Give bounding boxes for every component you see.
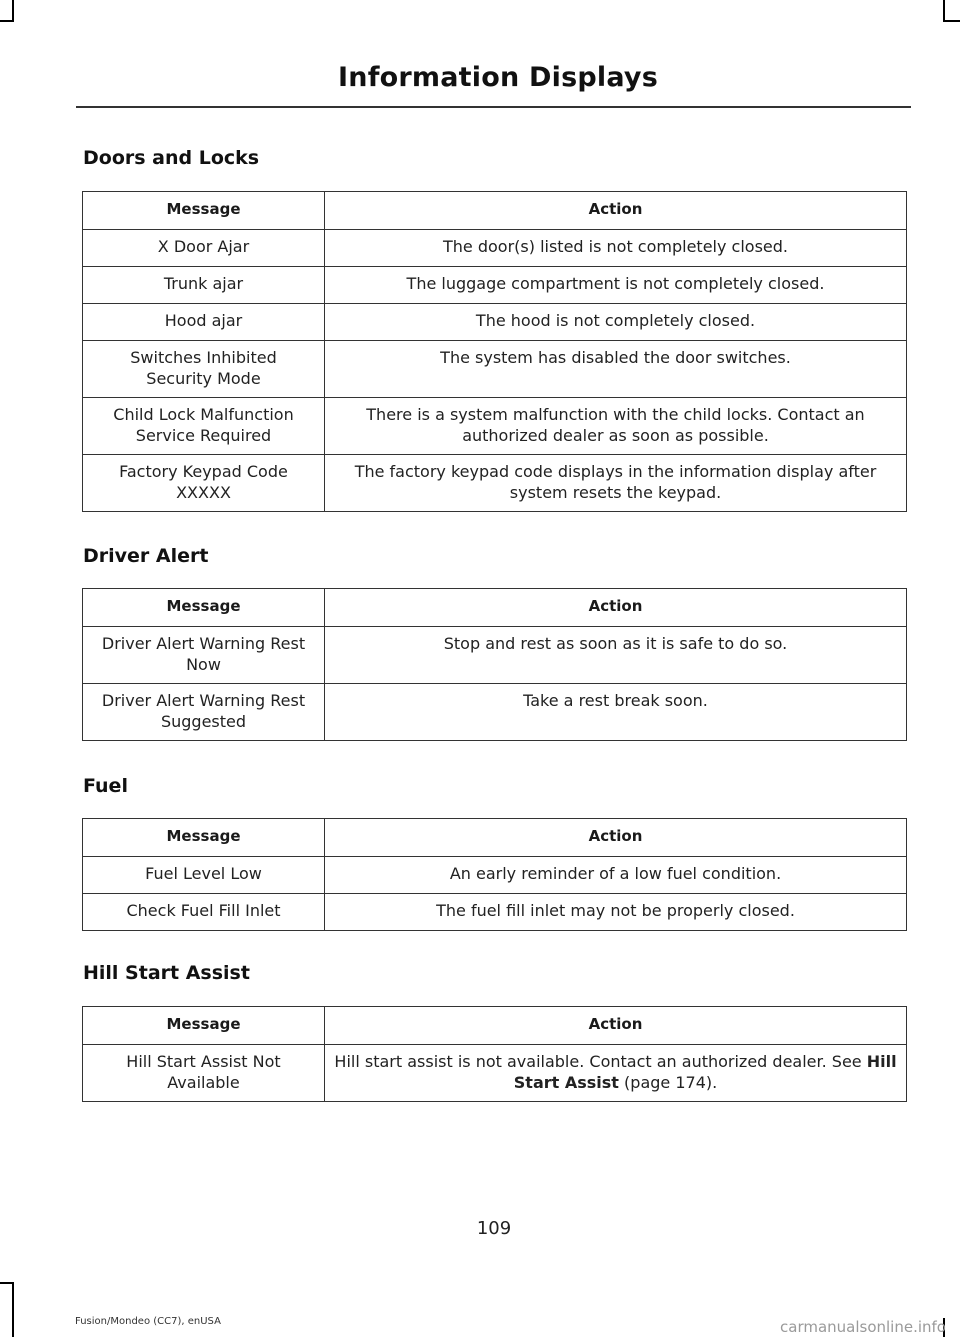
column-header-action: Action xyxy=(325,819,907,857)
page-reference: (page 174). xyxy=(624,1073,718,1092)
column-header-action: Action xyxy=(325,192,907,230)
message-cell: Hood ajar xyxy=(83,304,325,341)
table-row xyxy=(83,894,907,931)
page-number: 109 xyxy=(476,1218,512,1239)
message-cell: Driver Alert Warning Rest Suggested xyxy=(83,684,325,741)
cross-reference-link[interactable]: Hill Start Assist xyxy=(513,1052,897,1092)
action-cell xyxy=(325,1045,907,1102)
message-cell: Hill Start Assist Not Available xyxy=(83,1045,325,1102)
table-header-row xyxy=(83,589,907,627)
table-row xyxy=(83,455,907,512)
page-header-title: Information Displays xyxy=(338,62,658,93)
action-cell: The door(s) listed is not completely closed. xyxy=(325,230,907,267)
table-row xyxy=(83,304,907,341)
message-cell: Driver Alert Warning Rest Now xyxy=(83,627,325,684)
action-text: Hill start assist is not available. Contact an authorized dealer. See xyxy=(334,1052,862,1071)
crop-mark-top-left xyxy=(12,0,14,22)
message-cell: X Door Ajar xyxy=(83,230,325,267)
action-cell: The system has disabled the door switches. xyxy=(325,341,907,398)
action-cell: The hood is not completely closed. xyxy=(325,304,907,341)
column-header-message: Message xyxy=(83,589,325,627)
doors-and-locks-table xyxy=(82,191,907,512)
message-cell: Trunk ajar xyxy=(83,267,325,304)
table-header-row xyxy=(83,819,907,857)
crop-mark-top-right-h xyxy=(943,20,960,22)
crop-mark-bottom-left xyxy=(12,1282,14,1337)
section-title-driver-alert: Driver Alert xyxy=(83,545,209,567)
driver-alert-table xyxy=(82,588,907,741)
table-row xyxy=(83,1045,907,1102)
message-cell: Check Fuel Fill Inlet xyxy=(83,894,325,931)
action-cell: An early reminder of a low fuel condition. xyxy=(325,857,907,894)
table-row xyxy=(83,341,907,398)
column-header-action: Action xyxy=(325,1007,907,1045)
section-title-hill-start-assist: Hill Start Assist xyxy=(83,962,250,984)
table-header-row xyxy=(83,192,907,230)
section-title-doors-and-locks: Doors and Locks xyxy=(83,147,260,169)
action-cell: The fuel fill inlet may not be properly closed. xyxy=(325,894,907,931)
table-row xyxy=(83,627,907,684)
document-id: Fusion/Mondeo (CC7), enUSA xyxy=(75,1316,221,1327)
message-cell: Child Lock Malfunction Service Required xyxy=(83,398,325,455)
crop-mark-bottom-left-h xyxy=(0,1282,14,1284)
column-header-message: Message xyxy=(83,819,325,857)
action-cell: There is a system malfunction with the child locks. Contact an authorized dealer as soon as possible. xyxy=(325,398,907,455)
header-divider xyxy=(76,106,911,108)
message-cell: Factory Keypad Code XXXXX xyxy=(83,455,325,512)
message-cell: Fuel Level Low xyxy=(83,857,325,894)
table-row xyxy=(83,267,907,304)
column-header-message: Message xyxy=(83,192,325,230)
column-header-action: Action xyxy=(325,589,907,627)
table-row xyxy=(83,230,907,267)
table-row xyxy=(83,857,907,894)
watermark: carmanualsonline.info xyxy=(780,1318,946,1336)
action-cell: Take a rest break soon. xyxy=(325,684,907,741)
hill-start-assist-table xyxy=(82,1006,907,1102)
action-cell: The luggage compartment is not completely closed. xyxy=(325,267,907,304)
crop-mark-top-right xyxy=(943,0,945,22)
section-title-fuel: Fuel xyxy=(83,775,128,797)
message-cell: Switches Inhibited Security Mode xyxy=(83,341,325,398)
fuel-table xyxy=(82,818,907,931)
table-row xyxy=(83,398,907,455)
table-header-row xyxy=(83,1007,907,1045)
table-row xyxy=(83,684,907,741)
action-cell: The factory keypad code displays in the information display after system resets the keypad. xyxy=(325,455,907,512)
crop-mark-top-left-h xyxy=(0,20,14,22)
column-header-message: Message xyxy=(83,1007,325,1045)
action-cell: Stop and rest as soon as it is safe to do so. xyxy=(325,627,907,684)
